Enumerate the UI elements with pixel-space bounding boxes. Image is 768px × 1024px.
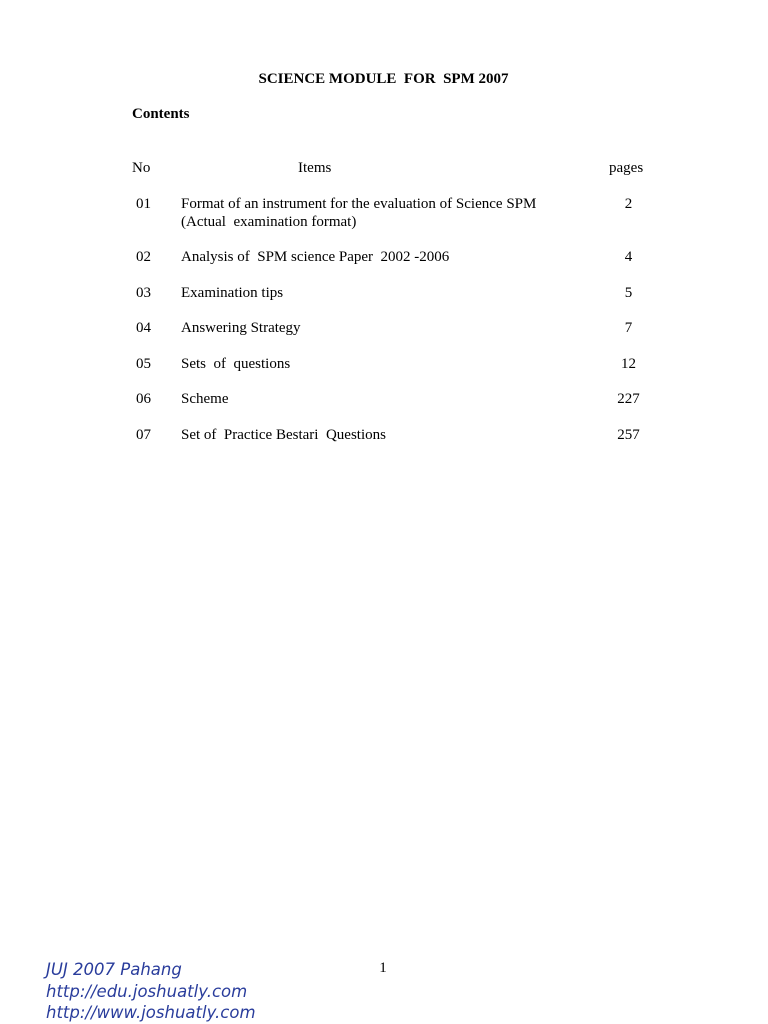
toc-row-item bbox=[181, 284, 283, 302]
column-header-items: Items bbox=[298, 160, 332, 176]
toc-row bbox=[0, 284, 768, 320]
toc-row bbox=[0, 195, 768, 248]
toc-row-item bbox=[181, 426, 386, 444]
toc-row-page: 227 bbox=[617, 391, 640, 407]
toc-row-item-line: Sets of questions bbox=[181, 355, 291, 372]
toc-row bbox=[0, 319, 768, 355]
toc-row-page: 2 bbox=[624, 196, 633, 212]
toc-row bbox=[0, 248, 768, 284]
toc-row-page: 12 bbox=[621, 355, 636, 372]
toc-row bbox=[0, 355, 768, 391]
toc-row-item-line: Analysis of SPM science Paper 2002 -2006 bbox=[181, 249, 450, 265]
toc-row-item bbox=[181, 248, 449, 266]
toc-row-page: 4 bbox=[624, 249, 633, 265]
toc-row-number: 01 bbox=[136, 196, 151, 212]
contents-heading: Contents bbox=[132, 106, 190, 122]
toc-row-number: 02 bbox=[136, 249, 151, 265]
toc-row-item-line: Set of Practice Bestari Questions bbox=[181, 426, 386, 443]
footer-link: http://edu.joshuatly.com bbox=[46, 981, 248, 1001]
toc-row bbox=[0, 390, 768, 426]
toc-row-item bbox=[181, 195, 536, 231]
toc-row-item-line: Scheme bbox=[181, 391, 229, 407]
footer-credit-label: JUJ 2007 Pahang bbox=[46, 960, 182, 979]
column-header-no: No bbox=[132, 160, 151, 176]
toc-row-page: 257 bbox=[617, 426, 640, 443]
page-number: 1 bbox=[379, 960, 387, 976]
document-title: SCIENCE MODULE FOR SPM 2007 bbox=[258, 71, 509, 87]
table-of-contents bbox=[0, 195, 768, 461]
toc-row-item-line: Answering Strategy bbox=[181, 320, 301, 336]
toc-row-item bbox=[181, 390, 228, 408]
toc-row-item bbox=[181, 355, 290, 373]
toc-row-number: 06 bbox=[136, 391, 151, 407]
toc-row bbox=[0, 426, 768, 462]
column-header-pages: pages bbox=[609, 160, 644, 176]
toc-row-item-line: Examination tips bbox=[181, 284, 284, 301]
toc-row-number: 07 bbox=[136, 426, 151, 443]
toc-row-number: 04 bbox=[136, 320, 151, 336]
toc-row-page: 7 bbox=[624, 320, 633, 336]
footer-link: http://www.joshuatly.com bbox=[46, 1003, 256, 1022]
toc-row-number: 03 bbox=[136, 284, 151, 301]
toc-row-page: 5 bbox=[624, 284, 633, 301]
toc-row-item-line: (Actual examination format) bbox=[181, 214, 357, 230]
footer-credit bbox=[46, 959, 256, 1024]
toc-row-item bbox=[181, 319, 301, 337]
toc-row-item-line: Format of an instrument for the evaluation of Science SPM bbox=[181, 196, 537, 212]
toc-row-number: 05 bbox=[136, 355, 151, 372]
